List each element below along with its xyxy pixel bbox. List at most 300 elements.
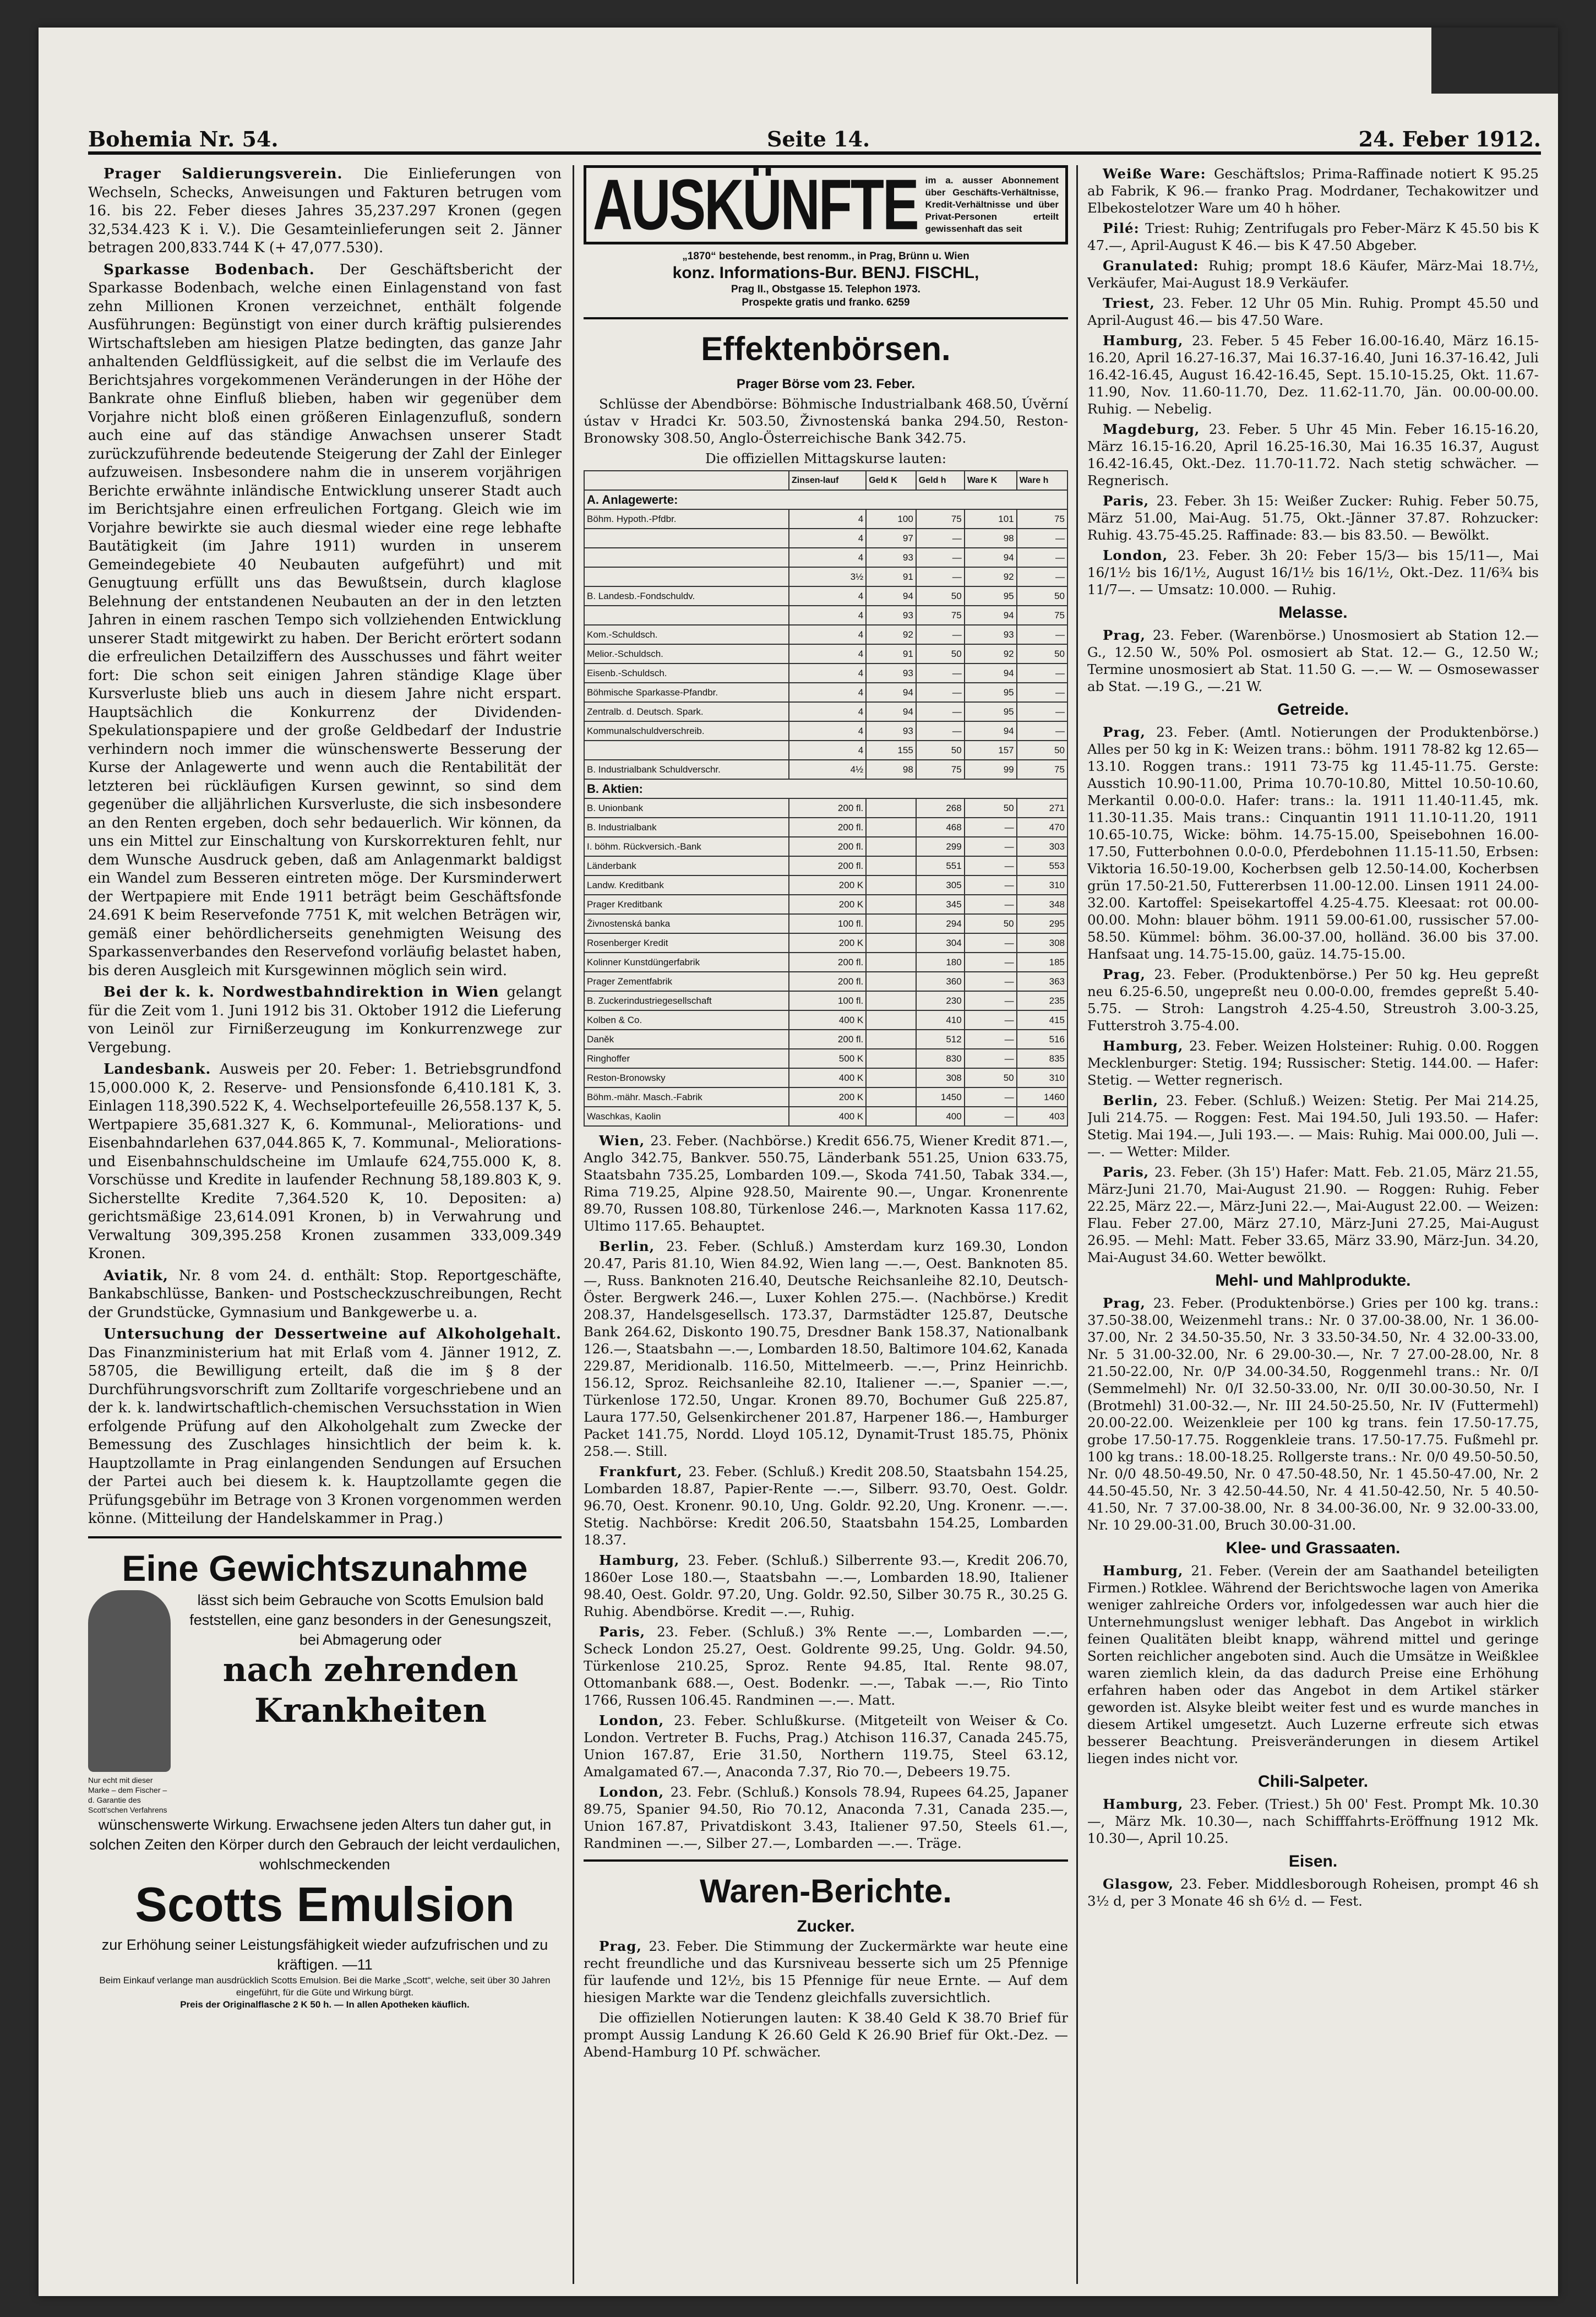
ad-price: Preis der Originalflasche 2 K 50 h. — In allen Apotheken käuflich. — [180, 1999, 470, 2010]
table-cell — [866, 953, 916, 972]
table-cell: — — [965, 953, 1017, 972]
table-row — [584, 895, 1067, 914]
table-row — [584, 1107, 1067, 1126]
table-cell: 157 — [965, 741, 1017, 760]
table-cell — [866, 856, 916, 875]
chili-title: Chili-Salpeter. — [1257, 1772, 1369, 1791]
table-section-row — [584, 490, 1067, 509]
article-paragraph — [1087, 220, 1539, 254]
table-cell: 4 — [789, 509, 866, 529]
table-cell: 200 K — [789, 875, 866, 895]
article-paragraph — [1087, 1092, 1539, 1160]
table-cell: Länderbank — [584, 856, 789, 875]
table-section-row — [584, 779, 1067, 798]
section-subtitle-2: Zucker. — [797, 1917, 855, 1935]
article-paragraph — [88, 1325, 562, 1529]
table-cell: 200 fl. — [789, 818, 866, 837]
table-cell: 50 — [916, 586, 965, 606]
getreide-title: Getreide. — [1277, 700, 1349, 719]
table-cell: Melior.-Schuldsch. — [584, 644, 789, 663]
table-row — [584, 663, 1067, 683]
article-paragraph — [584, 1463, 1068, 1548]
article-lead: Berlin, — [599, 1238, 667, 1254]
table-cell: 200 K — [789, 933, 866, 953]
ad-side-note: Nur echt mit dieser Marke – dem Fischer – d. Garantie des Scott'schen Verfahrens — [88, 1775, 167, 1814]
article-paragraph — [584, 1132, 1068, 1234]
table-cell — [866, 933, 916, 953]
article-text: 23. Feber. Die Stimmung der Zuckermärkte war heute eine recht freundliche und das Kursniveau besserte sich um 25 Pfennige für laufende und 12½, bis 15 Pfennige für neue Ernte. — Auf dem hiesigen Markte war die Tendenz gleichfalls zuversichtlich. — [584, 1938, 1068, 2005]
getreide-reports — [1087, 724, 1539, 1266]
table-cell: 97 — [866, 529, 916, 548]
article-paragraph — [1087, 295, 1539, 329]
table-cell: 200 K — [789, 1087, 866, 1107]
table-header-cell: Geld K — [866, 471, 916, 490]
article-lead: Landesbank. — [104, 1061, 220, 1078]
table-cell: 200 fl. — [789, 953, 866, 972]
mehl-reports — [1087, 1295, 1539, 1533]
article-text: 23. Feber. Weizen Holsteiner: Ruhig. 0.00. Roggen Mecklenburger: Stetig. 194; Russischer: Stetig. 144.00. — Hafer: Stetig. — Wetter regnerisch. — [1087, 1038, 1539, 1088]
table-cell: B. Zuckerindustriegesellschaft — [584, 991, 789, 1010]
table-cell: 200 fl. — [789, 1030, 866, 1049]
table-cell: 93 — [866, 606, 916, 625]
table-cell: 75 — [916, 760, 965, 779]
table-cell: 98 — [965, 529, 1017, 548]
table-cell: 92 — [866, 625, 916, 644]
table-cell: 235 — [1017, 991, 1067, 1010]
table-cell: 50 — [965, 914, 1017, 933]
article-lead: Prag, — [599, 1938, 649, 1954]
table-cell — [866, 895, 916, 914]
torn-corner — [1431, 28, 1558, 94]
table-cell: — — [965, 933, 1017, 953]
table-row — [584, 1010, 1067, 1030]
table-cell — [866, 1010, 916, 1030]
table-cell: — — [1017, 663, 1067, 683]
article-lead: Wien, — [599, 1133, 651, 1149]
fisherman-figure-icon — [88, 1590, 171, 1772]
table-cell: 305 — [916, 875, 965, 895]
table-cell: 94 — [866, 683, 916, 702]
table-header-cell — [584, 471, 789, 490]
table-cell: 308 — [916, 1068, 965, 1087]
article-paragraph — [584, 2009, 1068, 2060]
klee-reports — [1087, 1562, 1539, 1767]
table-cell: 310 — [1017, 875, 1067, 895]
table-cell: Rosenberger Kredit — [584, 933, 789, 953]
article-text: Die offiziellen Notierungen lauten: K 38.40 Geld K 38.70 Brief für prompt Aussig Landung K 26.60 Geld K 26.90 Brief für Okt.-Dez. — Abend-Hamburg 10 Pf. schwächer. — [584, 2010, 1068, 2060]
table-cell: 93 — [866, 721, 916, 741]
table-cell: 345 — [916, 895, 965, 914]
article-lead: Pilé: — [1103, 220, 1146, 236]
table-cell: Böhmische Sparkasse-Pfandbr. — [584, 683, 789, 702]
klee-title: Klee- und Grassaaten. — [1225, 1539, 1401, 1557]
article-paragraph — [1087, 627, 1539, 695]
table-cell — [866, 1030, 916, 1049]
table-cell: Prager Zementfabrik — [584, 972, 789, 991]
table-cell: 400 K — [789, 1107, 866, 1126]
table-cell: Kolben & Co. — [584, 1010, 789, 1030]
table-cell: — — [916, 721, 965, 741]
table-cell: 100 fl. — [789, 914, 866, 933]
table-cell: 200 fl. — [789, 798, 866, 818]
column-rule — [573, 165, 574, 2284]
article-paragraph — [1087, 421, 1539, 489]
table-cell: 400 — [916, 1107, 965, 1126]
table-cell: — — [965, 875, 1017, 895]
article-paragraph — [88, 165, 562, 258]
table-cell: 516 — [1017, 1030, 1067, 1049]
article-paragraph — [1087, 1796, 1539, 1847]
article-text: 21. Feber. (Verein der am Saathandel beteiligten Firmen.) Rotklee. Während der Berichtswoche lagen von Amerika weniger zahlreiche Orders vor, infolgedessen war auch hier die Unternehmungslust weniger lebhaft. Das Angebot in wirklich feinen Qualitäten bleibt knapp, während mittel und geringe Sorten reichlicher angeboten sind. Auch die Umsätze in Weißklee waren ziemlich klein, da das dadurch Preise eine Erhöhung erfahren haben oder das Angebot in dem Artikel stärker geworden ist. Alsyke bleibt weiter fest und es wurde manches in diesem Artikel umgesetzt. Auch Luzerne erfreute sich etwas besserer Beachtung. Preisveränderungen in diesem Artikel liegen indes nicht vor. — [1087, 1563, 1539, 1766]
table-cell: 155 — [866, 741, 916, 760]
article-text: Geschäftslos; Prima-Raffinade notiert K 95.25 ab Fabrik, K 96.— franko Prag. Modrdaner, Techakowitzer und Elbekostelotzer Ware um 40 h höher. — [1087, 166, 1539, 216]
table-cell — [584, 606, 789, 625]
table-cell — [866, 875, 916, 895]
table-cell: B. Unionbank — [584, 798, 789, 818]
table-row — [584, 548, 1067, 567]
article-paragraph — [584, 1552, 1068, 1620]
table-cell: 4 — [789, 548, 866, 567]
table-cell: 470 — [1017, 818, 1067, 837]
table-cell: Böhm. Hypoth.-Pfdbr. — [584, 509, 789, 529]
table-cell: 75 — [916, 606, 965, 625]
table-cell: I. böhm. Rückversich.-Bank — [584, 837, 789, 856]
table-cell: B. Landesb.-Fondschuldv. — [584, 586, 789, 606]
table-cell: Daněk — [584, 1030, 789, 1049]
table-cell: 4 — [789, 606, 866, 625]
table-cell: B. Industrialbank — [584, 818, 789, 837]
article-text: Das Finanzministerium hat mit Erlaß vom 4. Jänner 1912, Z. 58705, die Bewilligung erteilt, daß die im § 8 der Durchführungsvorschrift zum Zolltarife vorgeschriebene und an der k. k. landwirtschaftlich-chemischen Versuchsstation in Wien erfolgende Prüfung auf den Alkoholgehalt zum Zwecke der Bemessung des Zuschlages hinsichtlich der beim k. k. Hauptzollamte in Prag einlangenden Sendungen auf Ersuchen der Partei auch bei diesem k. k. Hauptzollamte gegen die Prüfungsgebühr im Betrage von 3 Kronen vorgenommen werden könne. (Mitteilung der Handelskammer in Prag.) — [88, 1344, 562, 1527]
ad-headline-2: nach zehrenden Krankheiten — [222, 1650, 519, 1730]
table-cell: — — [916, 683, 965, 702]
article-text: 23. Feber. (3h 15') Hafer: Matt. Feb. 21.05, März 21.55, März-Juni 21.70, Mai-August 21.90. — Roggen: Ruhig. Feber 22.25, März 22.—, März-Juni 22.—, Mai-August 22.00. — Weizen: Flau. Feber 27.00, März 27.10, März-Juni 27.25, Mai-August 26.95. — Mehl: Matt. Feber 33.65, März 33.90, März-Jun. 34.20, Mai-August 34.60. Wetter bewölkt. — [1087, 1164, 1539, 1265]
column-2 — [584, 165, 1068, 2284]
table-cell: 268 — [916, 798, 965, 818]
table-cell: 200 fl. — [789, 856, 866, 875]
article-text: 23. Feber. (Amtl. Notierungen der Produktenbörse.) Alles per 50 kg in K: Weizen trans.: böhm. 1911 78-82 kg 12.65—13.10. Roggen trans.: 1911 73-75 kg 11.45-11.75. Gerste: Ausstich 10.90-11.00, Prima 10.70-10.80, Mittel 10.50-10.60, Merkantil 0.00-0.0. Hafer: trans.: la. 1911 11.40-11.45, mk. 11.30-11.35. Mais trans.: Cinquantin 1911 11.10-11.20, 1911 10.65-10.75, Wicke: böhm. 14.75-15.00, Speisebohnen 16.00-17.50, Futterbohnen 0.0-0.0, Pferdebohnen 11.15-11.50, Erbsen: Viktoria 16.50-19.00, Kocherbsen gelb 12.50-14.00, Kocherbsen grün 17.50-21.50, Futtererbsen 11.00-12.00. Linsen 1911 24.00-32.00. Kartoffel: Speisekartoffel 4.25-4.75. Kleesaat: rot 00.00-00.00. Mohn: blauer böhm. 1911 59.00-61.00, russischer 57.00-58.50. Kümmel: böhm. 36.00-37.00, holländ. 36.00 bis 37.00. Hanfsaat ung. 14.75-15.00, gaüz. 14.75-15.00. — [1087, 724, 1539, 962]
table-cell: — — [965, 1030, 1017, 1049]
table-cell: 360 — [916, 972, 965, 991]
intro-paragraph: Schlüsse der Abendbörse: Böhmische Industrialbank 468.50, Úvěrní ústav v Hradci Kr. 503.50, Živnostenská banka 294.50, Reston-Bronowsky 308.50, Anglo-Österreichische Bank 342.75. — [584, 396, 1068, 446]
table-cell: 50 — [916, 741, 965, 760]
table-section-label: B. Aktien: — [584, 779, 1067, 798]
article-paragraph — [1087, 724, 1539, 962]
table-row — [584, 721, 1067, 741]
ad-note: Beim Einkauf verlange man ausdrücklich Scotts Emulsion. Bei die Marke „Scott“, welche, seit über 30 Jahren eingeführt, für die Güte und Wirkung bürgt. — [99, 1975, 551, 1998]
article-text: 23. Feber. (Schluß.) Amsterdam kurz 169.30, London 20.47, Paris 81.10, Wien 84.92, Wien lang —.—, Oest. Banknoten 85.—, Russ. Banknoten 216.40, Deutsche Reichsanleihe 82.10, Deutsch-Öster. Bergwerk 246.—, Luxer Kohlen 275.—. (Nachbörse.) Kredit 208.37, Handelsgesellsch. 173.37, Darmstädter 125.87, Deutsche Bank 264.62, Diskonto 190.75, Dresdner Bank 158.37, Nationalbank 126.—, Staatsbahn —.—, Lombarden 18.50, Baltimore 104.62, Kanada 229.87, Meridionalb. 116.50, Mittelmeerb. —.—, Prinz Heinrichb. 156.12, Sproz. Reichsanleihe 82.10, Italiener —.—, Spanier —.—, Türkenlose 172.50, Ungar. Kronen 89.70, Bochumer Guß 225.87, Laura 177.50, Gelsenkirchener 201.87, Harpener 186.—, Hamburger Packet 141.75, Nordd. Lloyd 105.12, Dynamit-Trust 185.75, Phönix 258.—. Still. — [584, 1238, 1068, 1459]
table-section-label: A. Anlagewerte: — [584, 490, 1067, 509]
article-lead: Prager Saldierungsverein. — [104, 166, 364, 182]
table-cell: — — [965, 856, 1017, 875]
table-cell: 295 — [1017, 914, 1067, 933]
article-lead: Hamburg, — [1103, 333, 1192, 349]
article-text: 23. Feber. (Schluß.) Silberrente 93.—, Kredit 206.70, 1860er Lose 180.—, Staatsbahn —.—, Lombarden 18.90, Italiener 98.40, Oest. Goldr. 97.20, Ung. Goldr. 92.50, Silber 30.75 R., 30.25 G. Ruhig. Abendbörse. Kredit —.—, Ruhig. — [584, 1552, 1068, 1619]
article-paragraph — [1087, 257, 1539, 291]
article-lead: Paris, — [599, 1624, 657, 1640]
article-lead: Sparkasse Bodenbach. — [104, 261, 340, 278]
table-row — [584, 1049, 1067, 1068]
table-cell: 400 K — [789, 1068, 866, 1087]
table-cell: 92 — [965, 567, 1017, 586]
table-row — [584, 529, 1067, 548]
table-row — [584, 586, 1067, 606]
ad-headline: Eine Gewichtszunahme — [122, 1547, 528, 1589]
table-cell: — — [1017, 683, 1067, 702]
article-text: 23. Feber. 3h 20: Feber 15/3— bis 15/11—, Mai 16/1½ bis 16/1½, August 16/1½ bis 16/1½, Okt.-Dez. 11/6¾ bis 11/7—. — Umsatz: 10.000. — Ruhig. — [1087, 547, 1539, 597]
article-text: gelangt für die Zeit vom 1. Juni 1912 bis 31. Oktober 1912 die Lieferung von Leinöl zur Firnißerzeugung im Konkurrenzwege zur Vergebung. — [88, 984, 562, 1056]
article-lead: Paris, — [1103, 493, 1157, 509]
column-2-articles-2 — [584, 1938, 1068, 2060]
article-lead: Triest, — [1103, 295, 1163, 311]
column-rule — [1076, 165, 1078, 2284]
table-cell — [866, 798, 916, 818]
ad-divider — [88, 1536, 562, 1538]
table-cell: — — [1017, 529, 1067, 548]
table-cell: 4 — [789, 644, 866, 663]
table-cell: — — [965, 818, 1017, 837]
article-text: 23. Feber. 5 45 Feber 16.00-16.40, März 16.15-16.20, April 16.27-16.37, Mai 16.37-16.40, Juni 16.37-16.42, Juli 16.42-16.45, August 16.42-16.45, Sept. 15.10-15.25, Okt. 11.67-11.90, Nov. 11.60-11.70, Dez. 11.62-11.70, Jän. 00.00-00.00. Ruhig. — Nebelig. — [1087, 333, 1539, 417]
table-cell: 468 — [916, 818, 965, 837]
article-paragraph — [1087, 492, 1539, 543]
table-cell: Ringhoffer — [584, 1049, 789, 1068]
table-cell: 100 — [866, 509, 916, 529]
article-text: 23. Feber. (Warenbörse.) Unosmosiert ab Station 12.— G., 12.50 W., 50% Pol. osmosiert ab Stat. 12.— G., 12.50 W.; Termine unosmosiert ab Stat. 11.50 G. —.— W. — Osmosewasser ab Stat. —.19 G., —.21 W. — [1087, 627, 1539, 694]
table-cell: — — [916, 567, 965, 586]
table-cell: 3½ — [789, 567, 866, 586]
section-subtitle: Prager Börse vom 23. Feber. — [736, 377, 916, 391]
header-left: Bohemia Nr. 54. — [88, 127, 279, 151]
table-cell: — — [916, 548, 965, 567]
table-row — [584, 625, 1067, 644]
table-header-cell: Ware K — [965, 471, 1017, 490]
table-cell: 75 — [1017, 760, 1067, 779]
ad-line-3: Prag II., Obstgasse 15. Telephon 1973. — [731, 284, 920, 295]
table-cell: 180 — [916, 953, 965, 972]
article-paragraph — [1087, 966, 1539, 1034]
mehl-title: Mehl- und Mahlprodukte. — [1215, 1271, 1411, 1290]
article-lead: Weiße Ware: — [1103, 166, 1214, 182]
sugar-reports — [1087, 165, 1539, 598]
section-title: Effektenbörsen. — [701, 330, 951, 367]
ad-figure-column — [88, 1590, 171, 1815]
table-cell: 230 — [916, 991, 965, 1010]
table-row — [584, 509, 1067, 529]
ad-brand: Scotts Emulsion — [135, 1877, 515, 1932]
article-text: Triest: Ruhig; Zentrifugals pro Feber-März K 45.50 bis K 47.—, April-August K 46.— bis K 47.50 Abgeber. — [1087, 220, 1539, 253]
table-cell: Eisenb.-Schuldsch. — [584, 663, 789, 683]
article-lead: Hamburg, — [599, 1552, 688, 1568]
table-cell: 363 — [1017, 972, 1067, 991]
table-cell: Waschkas, Kaolin — [584, 1107, 789, 1126]
table-cell: B. Industrialbank Schuldverschr. — [584, 760, 789, 779]
table-cell: 308 — [1017, 933, 1067, 953]
table-cell: — — [965, 1010, 1017, 1030]
table-cell: 830 — [916, 1049, 965, 1068]
table-row — [584, 798, 1067, 818]
article-paragraph — [1087, 1295, 1539, 1533]
table-cell: 95 — [965, 683, 1017, 702]
table-cell: Böhm.-mähr. Masch.-Fabrik — [584, 1087, 789, 1107]
ad-word: AUSKÜNFTE — [593, 165, 918, 245]
table-cell: — — [965, 991, 1017, 1010]
article-text: Die Einlieferungen von Wechseln, Schecks, Anweisungen und Fakturen betrugen vom 16. bis 22. Feber dieses Jahres 35,237.297 Kronen (gegen 32,534.423 K i. V.). Die Gesamteinlieferungen seit 2. Jänner betragen 200,833.744 K (+ 47,077.530). — [88, 166, 562, 256]
table-cell: Kolinner Kunstdüngerfabrik — [584, 953, 789, 972]
table-cell: 94 — [965, 663, 1017, 683]
article-text: 23. Feber. (Schluß.) Weizen: Stetig. Per Mai 214.25, Juli 214.75. — Roggen: Fest. Mai 194.50, Juli 193.50. — Hafer: Stetig. Mai 194.—, Juli 193.—. — Mais: Ruhig. Mai 000.00, Juli —.—. — Wetter: Milder. — [1087, 1092, 1539, 1160]
table-cell: 93 — [965, 625, 1017, 644]
table-cell: Prager Kreditbank — [584, 895, 789, 914]
article-lead: Prag, — [1103, 966, 1154, 982]
table-cell — [866, 1049, 916, 1068]
table-cell: 95 — [965, 702, 1017, 721]
article-lead: Frankfurt, — [599, 1464, 689, 1480]
table-cell: 75 — [1017, 509, 1067, 529]
table-cell: 4 — [789, 586, 866, 606]
section-divider — [584, 1859, 1068, 1862]
ad-text-column — [179, 1590, 562, 1815]
article-lead: Hamburg, — [1103, 1796, 1190, 1812]
table-cell: 835 — [1017, 1049, 1067, 1068]
melasse-title: Melasse. — [1278, 603, 1348, 622]
section-divider — [584, 317, 1068, 319]
article-lead: Aviatik, — [104, 1267, 179, 1284]
article-paragraph — [584, 1938, 1068, 2006]
article-text: 23. Feber. (Triest.) 5h 00' Fest. Prompt Mk. 10.30—, März Mk. 10.30—, nach Schifffahrts-Eröffnung 1912 Mk. 10.30—, April 10.25. — [1087, 1796, 1539, 1846]
table-cell — [866, 914, 916, 933]
table-cell: — — [965, 1107, 1017, 1126]
table-cell — [584, 529, 789, 548]
table-cell: 98 — [866, 760, 916, 779]
table-cell: — — [965, 1049, 1017, 1068]
eisen-reports — [1087, 1875, 1539, 1910]
article-paragraph — [1087, 1875, 1539, 1910]
ad-line-1: „1870“ bestehende, best renomm., in Prag, Brünn u. Wien — [682, 251, 969, 262]
table-cell: — — [916, 625, 965, 644]
article-lead: Prag, — [1103, 1295, 1153, 1311]
table-cell: 348 — [1017, 895, 1067, 914]
table-row — [584, 606, 1067, 625]
article-text: Der Geschäftsbericht der Sparkasse Bodenbach, welche einen Einlagenstand von fast zehn Millionen Kronen verzeichnet, enthält folgende Ausführungen: Begünstigt von einer durch kräftig pulsierendes Wirtschaftsleben am hiesigen Platze bedingten, das ganze Jahr anhaltenden Geldflüssigkeit, auf die selbst die im Verlaufe des Berichtsjahres vorgekommenen Veränderungen in der Höhe der Bankrate ohne Einfluß blieben, haben wir gegenüber dem Vorjahre nicht bloß einen größeren Einlagenzufluß, sondern auch eine auf das ständige Anwachsen unserer Stadt zurückzuführende bedeutende Steigerung der Zahl der Einleger aufzuweisen. Insbesondere nahm die in unserem vorjährigen Berichte erwähnte inländische Entwicklung unserer Stadt auch im Berichtsjahre einen erfreulichen Fortgang. Gleich wie im Vorjahre bewirkte sie auch diesmal wieder eine rege lebhafte Bautätigkeit (im Jahre 1911) wurden in unserem Gemeindegebiete 40 Neubauten aufgeführt) und mit Genugtuung erfüllt uns das Bewußtsein, durch klaglose Belehnung der entstandenen Neubauten an der in den letzten Jahren in einem raschen Tempo sich vollziehenden Entwicklung unserer Stadt mitgewirkt zu haben. Der Bericht erörtert sodann die erfreulichen Detailziffern des Ausschusses und fährt weiter fort: Die schon seit einigen Jahren ständige Klage über Kursverluste blieb uns auch in diesem Jahre nicht erspart. Hauptsächlich die Konkurrenz der Dividenden-Spekulationspapiere und der große Geldbedarf der Industrie verhindern noch immer die wünschenswerte Besserung der Kurse der Anlagewerte und wenn auch die Rentabilität der letzteren bei rückläufigen Kursen gewinnt, so sind dem gegenüber die alljährlichen Kursverluste, die sich insbesondere an den Renten ergeben, doch sehr bedauerlich. Wir können, da uns ein Mittel zur Einschaltung von Kurskorrekturen fehlt, nur dem Wunsche Ausdruck geben, daß am Anlagenmarkt baldigst ein Wandel zum Besseren eintreten möge. Der Kursminderwert der Wertpapiere mit Ende 1911 beträgt beim Geschäftsfonde 24.691 K beim Reservefonde 7751 K, mit welchen Beträgen wir, gemäß einer behördlicherseits genehmigten Weisung des Sparkassenverbandes den Reservefond vorläufig belastet haben, bis deren Ausgleich mit Kursgewinnen möglich sein wird. — [88, 261, 562, 979]
column-1-articles — [88, 165, 562, 1529]
table-header-cell: Geld h — [916, 471, 965, 490]
article-lead: Untersuchung der Dessertweine auf Alkoholgehalt. — [104, 1326, 562, 1342]
article-paragraph — [584, 1623, 1068, 1709]
table-cell: 1450 — [916, 1087, 965, 1107]
ad-row — [88, 1590, 562, 1815]
article-text: 23. Feber. (Produktenbörse.) Per 50 kg. Heu gepreßt neu 6.25-6.50, ungepreßt neu 0.00-0.00, fremdes gepreßt 5.40-5.75. — Stroh: Langstroh 4.25-4.50, Streustroh 3.00-3.25, Futterstroh 3.75-4.00. — [1087, 966, 1539, 1034]
table-cell: 50 — [1017, 741, 1067, 760]
table-row — [584, 875, 1067, 895]
table-cell: 410 — [916, 1010, 965, 1030]
table-cell: 91 — [866, 644, 916, 663]
article-lead: London, — [1103, 547, 1178, 563]
table-cell: 400 K — [789, 1010, 866, 1030]
article-text: 23. Feber. 3h 15: Weißer Zucker: Ruhig. Feber 50.75, März 51.00, Mai-Aug. 51.75, Okt.-Jänner 37.87. Rohzucker: Ruhig. 43.75-45.25. Raffinade: 83.— bis 83.50. — Bewölkt. — [1087, 493, 1539, 543]
article-paragraph — [88, 1267, 562, 1323]
table-cell: 91 — [866, 567, 916, 586]
table-header-row — [584, 471, 1067, 490]
article-text: 23. Febr. (Schluß.) Konsols 78.94, Rupees 64.25, Japaner 89.75, Spanier 94.50, Rio 70.12, Anaconda 7.31, Canada 235.—, Union 167.87, Privatdiskont 3.43, Italiener 97.50, Steels 61.—, Randminen —.—, Silber 27.—, Lombarden —.—. Träge. — [584, 1784, 1068, 1851]
table-cell: 50 — [965, 798, 1017, 818]
table-cell: — — [1017, 702, 1067, 721]
table-row — [584, 741, 1067, 760]
column-2-articles — [584, 1132, 1068, 1852]
table-cell: 94 — [965, 548, 1017, 567]
table-cell: 94 — [965, 721, 1017, 741]
table-cell: 185 — [1017, 953, 1067, 972]
article-text: 23. Feber. (Nachbörse.) Kredit 656.75, Wiener Kredit 871.—, Anglo 342.75, Bankver. 550.75, Länderbank 551.25, Union 633.75, Staatsbahn 735.25, Lombarden 109.—, Skoda 741.50, Tabak 334.—, Rima 719.25, Alpine 928.50, Mairente 90.—, Ungar. Kronenrente 89.70, Russen 108.80, Türkenlose 246.—, Marknoten Kassa 117.62, Ultimo 117.65. Behauptet. — [584, 1133, 1068, 1234]
table-cell: Landw. Kreditbank — [584, 875, 789, 895]
scotts-emulsion-ad — [88, 1546, 562, 2011]
column-3 — [1087, 165, 1539, 2284]
article-text: 23. Feber. 5 Uhr 45 Min. Feber 16.15-16.20, März 16.15-16.20, April 16.25-16.30, Mai 16.35 16.37, August 16.42-16.45, Okt.-Dez. 11.70-11.72. Nach stetig schwächer. — Regnerisch. — [1087, 421, 1539, 488]
ad-text-1: lässt sich beim Gebrauche von Scotts Emulsion bald feststellen, eine ganz besonders in der Genesungszeit, bei Abmagerung oder — [189, 1591, 552, 1648]
article-text: Nr. 8 vom 24. d. enthält: Stop. Reportgeschäfte, Bankabschlüsse, Banken- und Postscheckzuschreibungen, Recht der Grundstücke, Gymnasium und Bankgewerbe u. a. — [88, 1267, 562, 1321]
article-lead: Magdeburg, — [1103, 421, 1209, 437]
table-cell: 512 — [916, 1030, 965, 1049]
table-cell: 294 — [916, 914, 965, 933]
table-cell: 94 — [866, 586, 916, 606]
table-cell: 101 — [965, 509, 1017, 529]
article-text: 23. Feber. Middlesborough Roheisen, prompt 46 sh 3½ d, per 3 Monate 46 sh 6½ d. — Fest. — [1087, 1876, 1539, 1909]
table-cell: 94 — [965, 606, 1017, 625]
article-paragraph — [1087, 1562, 1539, 1767]
table-cell: 299 — [916, 837, 965, 856]
article-paragraph — [88, 261, 562, 981]
table-row — [584, 991, 1067, 1010]
table-cell: 75 — [1017, 606, 1067, 625]
table-row — [584, 1087, 1067, 1107]
table-cell: 4 — [789, 683, 866, 702]
table-cell: 4 — [789, 702, 866, 721]
article-text: Ruhig; prompt 18.6 Käufer, März-Mai 18.7½, Verkäufer, Mai-August 18.9 Verkäufer. — [1087, 258, 1539, 291]
article-lead: Berlin, — [1103, 1092, 1167, 1108]
table-cell: 4 — [789, 721, 866, 741]
table-cell: 553 — [1017, 856, 1067, 875]
table-cell: 200 fl. — [789, 972, 866, 991]
table-cell: Reston-Bronowsky — [584, 1068, 789, 1087]
table-row — [584, 567, 1067, 586]
table-cell: 93 — [866, 663, 916, 683]
table-cell: 310 — [1017, 1068, 1067, 1087]
ad-line-4: Prospekte gratis und franko. 6259 — [742, 297, 910, 308]
table-cell: — — [916, 529, 965, 548]
table-cell: 551 — [916, 856, 965, 875]
table-cell: 50 — [965, 1068, 1017, 1087]
table-cell: — — [965, 837, 1017, 856]
table-row — [584, 856, 1067, 875]
table-cell: 403 — [1017, 1107, 1067, 1126]
table-cell: 50 — [1017, 644, 1067, 663]
table-cell: 100 fl. — [789, 991, 866, 1010]
table-row — [584, 644, 1067, 663]
article-lead: Bei der k. k. Nordwestbahndirektion in Wien — [104, 984, 507, 1000]
section-title-2: Waren-Berichte. — [700, 1873, 952, 1910]
article-lead: Prag, — [1103, 724, 1157, 740]
article-paragraph — [584, 1712, 1068, 1780]
article-paragraph — [1087, 1163, 1539, 1266]
table-cell: 4 — [789, 663, 866, 683]
article-paragraph — [1087, 332, 1539, 417]
table-cell: 92 — [965, 644, 1017, 663]
article-paragraph — [584, 1238, 1068, 1460]
table-cell: 4 — [789, 625, 866, 644]
table-cell: — — [1017, 625, 1067, 644]
article-text: 23. Feber. (Schluß.) Kredit 208.50, Staatsbahn 154.25, Lombarden 18.87, Papier-Rente —.—, Silberr. 93.70, Oest. Goldr. 96.70, Oest. Kronenr. 90.10, Ung. Goldr. 92.20, Ung. Kronenr. —.—. Stetig. Nachbörse: Kredit 206.50, Staatsbahn 154.25, Lombarden 18.37. — [584, 1464, 1068, 1548]
article-text: 23. Feber. (Schluß.) 3% Rente —.—, Lombarden —.—, Scheck London 25.27, Oest. Goldrente 99.25, Ung. Goldr. 94.50, Türkenlose 210.25, Sproz. Rente 94.85, Ital. Rente 98.07, Ottomanbank 688.—, Oest. Bodenkr. —.—, Tabak —.—, Rio Tinto 1766, Russen 106.45. Randminen —.—. Matt. — [584, 1624, 1068, 1708]
table-row — [584, 914, 1067, 933]
table-cell: 303 — [1017, 837, 1067, 856]
